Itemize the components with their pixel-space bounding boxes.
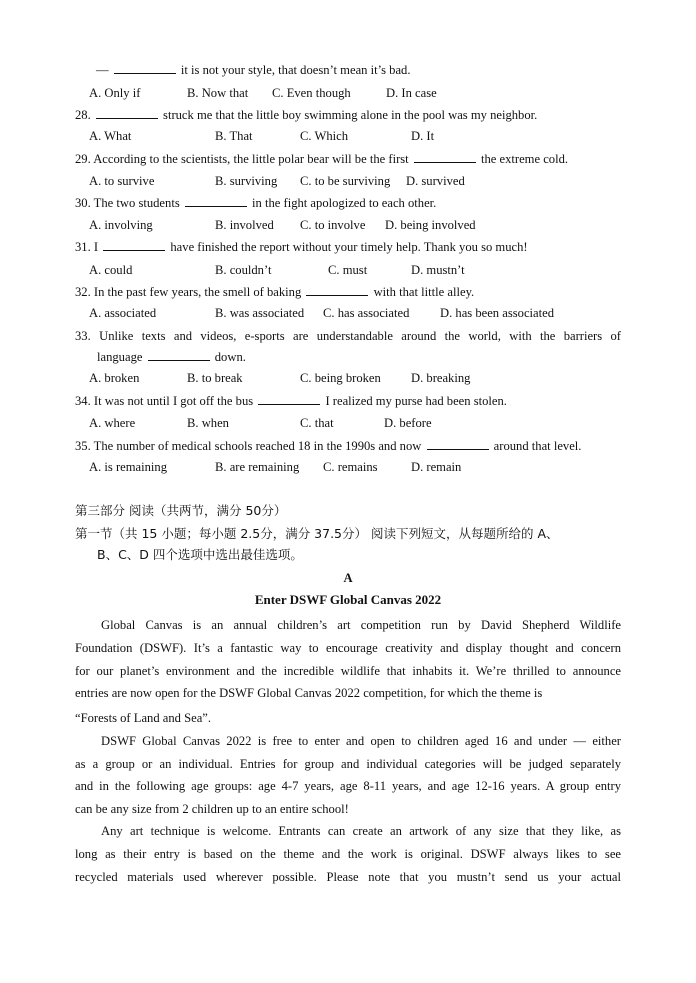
question-stem xyxy=(75,151,568,167)
answer-blank xyxy=(185,195,247,207)
option: C. to involve xyxy=(300,218,366,232)
option: A. associated xyxy=(89,306,157,320)
option: B. surviving xyxy=(215,174,278,188)
option: D. before xyxy=(384,416,432,430)
stem-text: In the past few years, the smell of baking xyxy=(93,285,305,299)
question-stem xyxy=(75,107,537,123)
option: C. must xyxy=(328,263,368,277)
question-stem xyxy=(75,393,507,409)
option: D. It xyxy=(411,129,435,143)
passage-line: for our planet’s environment and the incredible wildlife that inhabits it. We’re thrilled to announce xyxy=(75,664,621,678)
question-stem-continued xyxy=(97,349,246,365)
option: D. In case xyxy=(386,86,437,100)
section-instructions-continued: B、C、D 四个选项中选出最佳选项。 xyxy=(97,547,303,562)
option: D. survived xyxy=(406,174,465,188)
answer-blank xyxy=(414,151,476,163)
answer-blank xyxy=(427,438,489,450)
answer-blank xyxy=(148,349,210,361)
passage-line: “Forests of Land and Sea”. xyxy=(75,711,212,725)
question-number: 29. xyxy=(75,152,94,166)
question-stem xyxy=(75,239,528,255)
option: D. being involved xyxy=(385,218,476,232)
option: A. to survive xyxy=(89,174,155,188)
question-number: 34. xyxy=(75,394,94,408)
stem-text: I xyxy=(93,240,102,254)
option: A. Only if xyxy=(89,86,141,100)
option: B. involved xyxy=(215,218,274,232)
passage-line: as a group or an individual. Entries for group and individual categories will be judged separately xyxy=(75,757,621,771)
option: B. are remaining xyxy=(215,460,300,474)
passage-line: and in the following age groups: age 4-7 years, age 8-11 years, and age 12-16 years. A group entry xyxy=(75,779,621,793)
option: A. is remaining xyxy=(89,460,167,474)
option: C. being broken xyxy=(300,371,381,385)
stem-text: language xyxy=(97,350,146,364)
stem-text: struck me that the little boy swimming alone in the pool was my neighbor. xyxy=(159,108,538,122)
passage-title: Enter DSWF Global Canvas 2022 xyxy=(254,592,442,607)
question-stem xyxy=(75,328,621,344)
stem-text: in the fight apologized to each other. xyxy=(248,196,437,210)
stem-text: the extreme cold. xyxy=(477,152,569,166)
option: B. That xyxy=(215,129,253,143)
stem-text: have finished the report without your timely help. Thank you so much! xyxy=(167,240,528,254)
option: D. remain xyxy=(411,460,462,474)
option: B. when xyxy=(187,416,229,430)
answer-blank xyxy=(306,284,368,296)
answer-blank xyxy=(114,62,176,74)
passage-line: long as their entry is based on the theme and the work is original. DSWF always likes to see xyxy=(75,847,621,861)
stem-text: — xyxy=(96,63,112,77)
stem-text: It was not until I got off the bus xyxy=(93,394,257,408)
passage-line: Any art technique is welcome. Entrants can create an artwork of any size that they like, as xyxy=(101,824,621,838)
option: A. broken xyxy=(89,371,140,385)
stem-text: The number of medical schools reached 18 in the 1990s and now xyxy=(93,439,425,453)
question-stem xyxy=(75,438,581,454)
option: C. to be surviving xyxy=(300,174,391,188)
option: B. Now that xyxy=(187,86,249,100)
passage-line: DSWF Global Canvas 2022 is free to enter and open to children aged 16 and under — either xyxy=(101,734,621,748)
answer-blank xyxy=(103,239,165,251)
question-number: 31. xyxy=(75,240,94,254)
passage-letter: A xyxy=(343,571,353,585)
section-instructions: 第一节（共 15 小题；每小题 2.5分，满分 37.5分） 阅读下列短文，从每题所给的 A、 xyxy=(75,526,559,541)
option: C. that xyxy=(300,416,334,430)
passage-line: recycled materials used wherever possible. Please note that you mustn’t send us your actual xyxy=(75,870,621,884)
option: B. to break xyxy=(187,371,243,385)
stem-text: Unlike texts and videos, e-sports are understandable around the world, with the barriers of xyxy=(99,329,621,343)
passage-line: Global Canvas is an annual children’s art competition run by David Shepherd Wildlife xyxy=(101,618,621,632)
option: D. mustn’t xyxy=(411,263,465,277)
stem-text: with that little alley. xyxy=(370,285,475,299)
section-title: 第三部分 阅读（共两节，满分 50分） xyxy=(75,503,287,518)
passage-line: can be any size from 2 children up to an entire school! xyxy=(75,802,349,816)
option: B. couldn’t xyxy=(215,263,272,277)
question-stem xyxy=(96,62,410,78)
stem-text: I realized my purse had been stolen. xyxy=(322,394,507,408)
option: C. remains xyxy=(323,460,378,474)
question-number: 33. xyxy=(75,329,100,343)
option: C. has associated xyxy=(323,306,410,320)
option: A. involving xyxy=(89,218,153,232)
stem-text: down. xyxy=(211,350,246,364)
question-number: 32. xyxy=(75,285,94,299)
passage-line: entries are now open for the DSWF Global Canvas 2022 competition, for which the theme is xyxy=(75,686,543,700)
question-number: 35. xyxy=(75,439,94,453)
option: D. breaking xyxy=(411,371,471,385)
question-number: 30. xyxy=(75,196,94,210)
question-stem xyxy=(75,284,474,300)
question-number: 28. xyxy=(75,108,94,122)
option: A. could xyxy=(89,263,133,277)
passage-line: Foundation (DSWF). It’s a fantastic way to encourage creativity and display thought and concern xyxy=(75,641,621,655)
option: A. where xyxy=(89,416,136,430)
answer-blank xyxy=(96,107,158,119)
option: C. Even though xyxy=(272,86,351,100)
option: D. has been associated xyxy=(440,306,555,320)
stem-text: around that level. xyxy=(490,439,582,453)
stem-text: The two students xyxy=(93,196,183,210)
option: B. was associated xyxy=(215,306,305,320)
option: A. What xyxy=(89,129,132,143)
stem-text: it is not your style, that doesn’t mean it’s bad. xyxy=(177,63,411,77)
option: C. Which xyxy=(300,129,349,143)
answer-blank xyxy=(258,393,320,405)
question-stem xyxy=(75,195,436,211)
stem-text: According to the scientists, the little polar bear will be the first xyxy=(93,152,412,166)
